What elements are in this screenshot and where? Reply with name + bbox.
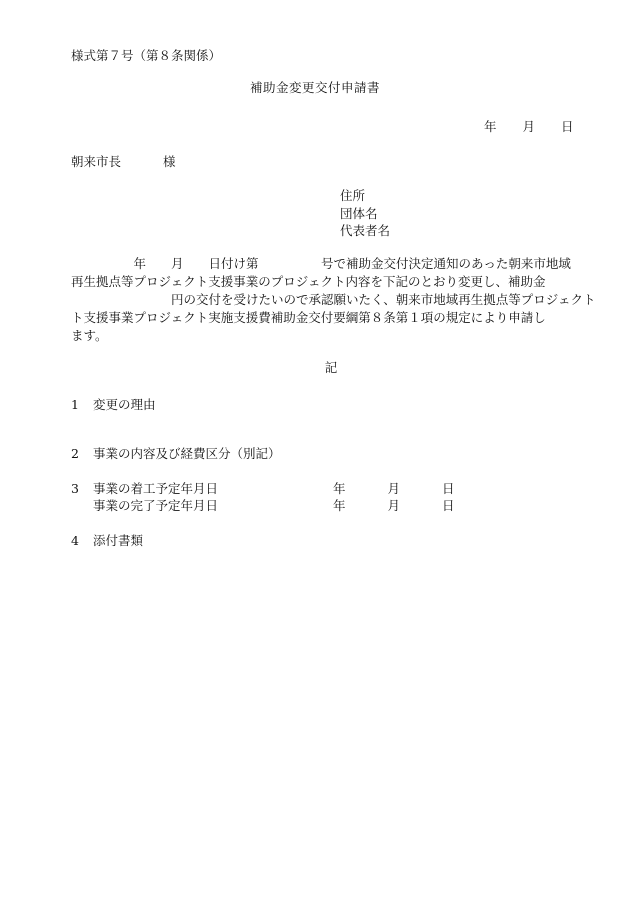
addressee-name: 朝来市長 [71, 154, 122, 169]
item-attachments [71, 532, 143, 550]
item-label: 事業の着工予定年月日 [93, 481, 219, 496]
item-number: 2 [71, 446, 79, 461]
body-line: ます。 [71, 328, 108, 343]
item-end-date [71, 497, 455, 515]
document-title: 補助金変更交付申請書 [249, 80, 380, 95]
start-month: 月 [387, 481, 401, 496]
item-start-date [71, 480, 455, 498]
request-body [71, 255, 596, 345]
end-date-fields [333, 497, 455, 515]
start-day: 日 [442, 481, 455, 496]
item-label: 変更の理由 [93, 397, 156, 412]
ki-heading: 記 [324, 360, 338, 375]
body-line: 年 月 日付け第 号で補助金交付決定通知のあった朝来市地域 [71, 256, 571, 271]
start-date-fields [333, 480, 455, 498]
date-year: 年 [484, 119, 497, 134]
item-number: 1 [71, 397, 79, 412]
submission-date [484, 118, 574, 136]
item-number: 3 [71, 481, 79, 496]
item-reason [71, 396, 156, 414]
item-label: 事業の内容及び経費区分（別記） [93, 446, 281, 461]
applicant-rep-label: 代表者名 [340, 223, 391, 238]
applicant-group-label: 団体名 [340, 205, 378, 221]
addressee [71, 153, 176, 171]
end-month: 月 [387, 498, 401, 513]
start-year: 年 [333, 481, 346, 496]
end-year: 年 [333, 498, 346, 513]
item-number: 4 [71, 533, 79, 548]
addressee-honorific: 様 [163, 154, 176, 169]
body-line: 円の交付を受けたいので承認願いたく、朝来市地域再生拠点等プロジェクト [71, 292, 596, 307]
item-content-expense [71, 445, 281, 463]
applicant-block [340, 187, 390, 240]
item-label: 添付書類 [93, 533, 144, 548]
date-month: 月 [522, 119, 536, 134]
applicant-address-label: 住所 [340, 188, 366, 203]
form-number: 様式第７号（第８条関係） [71, 48, 222, 63]
item-label: 事業の完了予定年月日 [93, 498, 219, 513]
body-line: 再生拠点等プロジェクト支援事業のプロジェクト内容を下記のとおり変更し、補助金 [71, 274, 546, 289]
end-day: 日 [442, 498, 455, 513]
date-day: 日 [561, 119, 574, 134]
body-line: ト支援事業プロジェクト実施支援費補助金交付要綱第８条第１項の規定により申請し [71, 310, 546, 325]
